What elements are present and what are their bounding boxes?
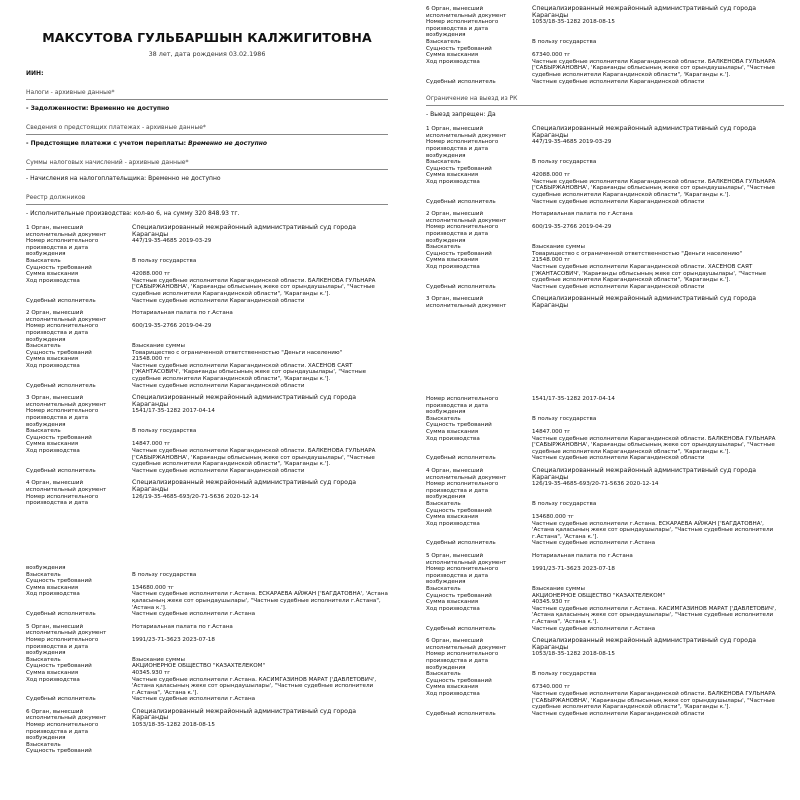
travel-note: - Выезд запрещен: Да	[426, 111, 496, 119]
record-row	[426, 251, 784, 258]
record-value: Частные судебные исполнители г.Астана	[532, 540, 656, 547]
record-label: Ход производства	[426, 520, 480, 527]
record-row	[26, 468, 388, 475]
record-label: 2 Орган, вынесший исполнительный документ	[426, 211, 507, 224]
record-row	[426, 396, 784, 416]
record-label: Сущность требований	[426, 677, 492, 684]
record-row	[26, 428, 388, 435]
record-row	[26, 663, 388, 670]
record-row	[26, 637, 388, 657]
record-row	[26, 395, 388, 408]
record-value	[132, 578, 388, 585]
record-row	[426, 468, 784, 481]
section-divider	[26, 204, 388, 205]
record-label: 6 Орган, вынесший исполнительный документ	[426, 6, 507, 19]
record-label: Судебный исполнитель	[426, 455, 496, 462]
section-divider	[26, 99, 388, 100]
record-value: 21548.000 тг	[132, 356, 171, 363]
record-value: Частные судебные исполнители г.Астана	[532, 625, 656, 632]
record-row	[26, 298, 388, 305]
record-label: Сущность требований	[26, 434, 92, 441]
record-value: 134680.000 тг	[532, 514, 574, 521]
record-label: Сущность требований	[26, 578, 92, 585]
enforcement-list	[426, 396, 784, 717]
record-label: Ход производства	[426, 435, 480, 442]
record-value: Специализированный межрайонный административный суд города Караганды	[532, 466, 757, 481]
debtors-section-title: Реестр должников	[26, 194, 86, 201]
record-value: 40345.930 тг	[132, 669, 171, 676]
record-value: В пользу государства	[132, 428, 197, 435]
record-value	[532, 46, 784, 53]
record-label: Ход производства	[26, 277, 80, 284]
report-page-4	[400, 382, 800, 800]
record-row	[426, 172, 784, 179]
record-row	[426, 296, 784, 309]
record-row	[26, 591, 388, 611]
record-label: возбуждения	[26, 565, 66, 571]
record-value: Специализированный межрайонный административный суд города Караганды	[132, 394, 357, 408]
record-value: Частные судебные исполнители Карагандинской области. БАЛКЕНОВА ГУЛЬНАРА ['САБЫРЖАНОВНА', 'Карағанды облысының жеке сот орындаушылары', "Частные судебные исполнители Карагандинской области", 'Караганды к.'].	[532, 435, 776, 455]
record-row	[26, 722, 388, 742]
record-label: Судебный исполнитель	[26, 467, 96, 474]
record-row	[26, 356, 388, 363]
record-label: Номер исполнительного производства и дата возбуждения	[426, 139, 499, 159]
record-row	[426, 599, 784, 606]
record-row	[426, 566, 784, 586]
enforcement-list	[26, 565, 388, 755]
record-value: Специализированный межрайонный административный суд города Караганды	[532, 637, 757, 651]
record-value: 1053/18-35-1282 2018-08-15	[532, 19, 615, 26]
record-value: 21548.000 тг	[532, 257, 571, 264]
record-value: Частные судебные исполнители г.Астана	[132, 696, 256, 703]
record-label: Судебный исполнитель	[426, 540, 496, 547]
record-label: Ход производства	[426, 264, 480, 270]
record-label: Номер исполнительного производства и дата возбуждения	[26, 323, 99, 343]
record-row	[26, 611, 388, 618]
record-row	[426, 179, 784, 199]
record-label: Ход производства	[26, 448, 80, 454]
record-label: Взыскатель	[426, 244, 461, 251]
record-value: В пользу государства	[532, 500, 597, 507]
section-divider	[26, 169, 388, 170]
record-row	[426, 6, 784, 19]
record-label: Взыскатель	[26, 343, 61, 350]
record-label: 5 Орган, вынесший исполнительный документ	[26, 623, 107, 637]
record-value: Частные судебные исполнители Карагандинской области	[532, 198, 705, 205]
record-row	[426, 593, 784, 600]
record-value: 447/19-35-4685 2019-03-29	[132, 238, 212, 245]
person-name: МАКСУТОВА ГУЛЬБАРШЫН КАЛЖИГИТОВНА	[42, 30, 372, 45]
record-label: Номер исполнительного производства и дата возбуждения	[26, 408, 99, 428]
record-row	[426, 481, 784, 501]
record-label: Взыскатель	[426, 586, 461, 593]
record-label: Судебный исполнитель	[426, 78, 496, 85]
record-label: Взыскатель	[26, 257, 61, 264]
record-value: Частные судебные исполнители Карагандинской области. ХАСЕНОВ САЯТ ['ЖАНТАСОВИЧ', 'Карағанды облысының жеке сот орындаушылары', "Частные судебные исполнители Карагандинской области", 'Караганды к.'].	[532, 264, 767, 284]
record-label: Ход производства	[426, 690, 480, 697]
record-value: В пользу государства	[132, 571, 197, 578]
record-value: Частные судебные исполнители г.Астана	[132, 611, 256, 618]
record-row	[26, 494, 388, 507]
record-row	[426, 586, 784, 593]
travel-section-title: Ограничение на выезд из РК	[426, 95, 518, 103]
record-value	[132, 435, 388, 442]
record-value: Частные судебные исполнители Карагандинской области. БАЛКЕНОВА ГУЛЬНАРА ['САБЫРЖАНОВНА', 'Карағанды облысының жеке сот орындаушылары', "Частные судебные исполнители Карагандинской области", 'Караганды к.'].	[532, 58, 776, 78]
record-label: Сущность требований	[26, 349, 92, 356]
record-value: 42088.000 тг	[532, 172, 571, 179]
record-value: Частные судебные исполнители Карагандинской области. БАЛКЕНОВА ГУЛЬНАРА ['САБЫРЖАНОВНА', 'Карағанды облысының жеке сот орындаушылары', "Частные судебные исполнители Карагандинской области", 'Караганды к.'].	[132, 448, 376, 468]
record-row	[426, 626, 784, 633]
record-row	[26, 408, 388, 428]
record-value: 14847.000 тг	[132, 441, 171, 448]
report-page-2	[0, 549, 400, 800]
record-row	[26, 350, 388, 357]
record-label: 5 Орган, вынесший исполнительный документ	[426, 553, 507, 566]
record-row	[426, 264, 784, 284]
record-value: В пользу государства	[532, 671, 597, 678]
record-value: 40345.930 тг	[532, 599, 571, 606]
record-value: Взыскание суммы	[132, 343, 185, 350]
record-row	[26, 441, 388, 448]
record-row	[426, 211, 784, 224]
section-divider	[26, 134, 388, 135]
record-label: 3 Орган, вынесший исполнительный документ	[26, 395, 107, 408]
record-row	[426, 19, 784, 39]
record-value: 1541/17-35-1282 2017-04-14	[132, 408, 215, 415]
record-value: АКЦИОНЕРНОЕ ОБЩЕСТВО "КАЗАХТЕЛЕКОМ"	[132, 663, 266, 670]
person-age-birthdate: 38 лет, дата рождения 03.02.1986	[148, 50, 266, 58]
record-label: Сумма взыскания	[426, 514, 479, 521]
record-value: Частные судебные исполнители г.Астана. ЕСКАРАЕВА АЙЖАН ['БАГДАТОВНА', 'Астана қаласының жеке сот орындаушылары', "Частные судебные исполнители г.Астана", 'Астана к.'].	[532, 520, 774, 540]
record-value: Специализированный межрайонный административный суд города Караганды	[132, 707, 357, 722]
record-row	[426, 678, 784, 685]
record-value: Частные судебные исполнители Карагандинской области. БАЛКЕНОВА ГУЛЬНАРА ['САБЫРЖАНОВНА', 'Карағанды облысының жеке сот орындаушылары', "Частные судебные исполнители Карагандинской области", 'Караганды к.'].	[132, 277, 376, 297]
record-label: Взыскатель	[26, 656, 61, 663]
record-label: Номер исполнительного производства и дата возбуждения	[26, 238, 99, 258]
record-value: В пользу государства	[532, 159, 597, 166]
record-row	[26, 238, 388, 258]
record-row	[426, 429, 784, 436]
record-value: 600/19-35-2766 2019-04-29	[132, 323, 212, 330]
record-row	[26, 343, 388, 350]
record-row	[426, 244, 784, 251]
record-label: Сумма взыскания	[26, 669, 79, 676]
record-label: Судебный исполнитель	[426, 710, 496, 717]
record-row	[426, 224, 784, 244]
record-value: Взыскание суммы	[132, 656, 185, 663]
record-label: Сущность требований	[26, 264, 92, 271]
record-value: Специализированный межрайонный административный суд города Караганды	[132, 224, 357, 238]
iin-label: ИИН:	[26, 70, 44, 77]
record-label: Ход производства	[426, 178, 480, 185]
record-row	[426, 684, 784, 691]
record-label: Ход производства	[26, 676, 80, 683]
record-row	[26, 448, 388, 468]
record-row	[26, 278, 388, 298]
record-label: Судебный исполнитель	[26, 382, 96, 389]
record-value: В пользу государства	[132, 257, 197, 264]
record-row	[26, 670, 388, 677]
record-value	[132, 742, 388, 749]
accruals-section-title: Суммы налоговых начислений - архивные данные*	[26, 159, 189, 166]
record-row	[426, 436, 784, 456]
record-value: Взыскание суммы	[532, 586, 585, 593]
record-row	[426, 521, 784, 541]
enforcement-list	[426, 6, 784, 85]
enforcement-list	[426, 126, 784, 309]
record-label: Номер исполнительного производства и дата возбуждения	[426, 224, 499, 244]
record-label: Взыскатель	[426, 38, 461, 45]
record-value: Частные судебные исполнители г.Астана. КАСИМГАЗИНОВ МАРАТ ['ДАВЛЕТОВИЧ', 'Астана қаласының жеке сот орындаушылары', "Частные судебные исполнители г.Астана", 'Астана к.'].	[132, 676, 377, 696]
record-value: 67340.000 тг	[532, 52, 571, 59]
record-row	[26, 748, 388, 755]
record-label: Сущность требований	[426, 422, 492, 429]
record-value: Частные судебные исполнители Карагандинской области. ХАСЕНОВ САЯТ ['ЖАНТАСОВИЧ', 'Карағанды облысының жеке сот орындаушылары', "Частные судебные исполнители Карагандинской области", 'Караганды к.'].	[132, 362, 367, 383]
record-value	[132, 265, 388, 272]
record-label: Судебный исполнитель	[26, 611, 96, 618]
record-row	[426, 139, 784, 159]
record-row	[26, 265, 388, 272]
record-label: 1 Орган, вынесший исполнительный документ	[26, 225, 107, 238]
record-row	[426, 79, 784, 86]
record-row	[26, 709, 388, 722]
record-value	[532, 508, 784, 515]
record-row	[426, 638, 784, 651]
record-row	[426, 671, 784, 678]
record-value: 1991/23-71-3623 2023-07-18	[532, 566, 615, 573]
record-label: Сумма взыскания	[426, 52, 479, 59]
prepay-section-title: Сведения о предстоящих платежах - архивные данные*	[26, 124, 206, 131]
record-row	[426, 711, 784, 718]
record-value: 42088.000 тг	[132, 271, 171, 278]
record-row	[426, 514, 784, 521]
record-label: Сумма взыскания	[26, 584, 79, 591]
record-value	[132, 565, 388, 572]
record-label: Ход производства	[426, 605, 480, 612]
record-value: 1541/17-35-1282 2017-04-14	[532, 396, 615, 402]
record-label: Взыскатель	[426, 159, 461, 166]
taxes-note: - Задолженности: Временно не доступно	[26, 105, 170, 112]
record-value: Частные судебные исполнители г.Астана. КАСИМГАЗИНОВ МАРАТ ['ДАВЛЕТОВИЧ', 'Астана қаласының жеке сот орындаушылары', "Частные судебные исполнители г.Астана", 'Астана к.'].	[532, 605, 777, 625]
record-row	[26, 565, 388, 572]
record-value: АКЦИОНЕРНОЕ ОБЩЕСТВО "КАЗАХТЕЛЕКОМ"	[532, 592, 666, 599]
record-row	[426, 52, 784, 59]
record-label: 4 Орган, вынесший исполнительный документ	[426, 467, 507, 481]
record-label: Судебный исполнитель	[26, 297, 96, 304]
record-label: Сущность требований	[26, 748, 92, 755]
record-value: Частные судебные исполнители Карагандинской области	[132, 297, 305, 304]
record-value: Специализированный межрайонный административный суд города Караганды	[532, 125, 757, 139]
record-label: Ход производства	[26, 591, 80, 598]
record-row	[426, 284, 784, 291]
record-row	[26, 225, 388, 238]
record-value: Частные судебные исполнители Карагандинской области. БАЛКЕНОВА ГУЛЬНАРА ['САБЫРЖАНОВНА', 'Карағанды облысының жеке сот орындаушылары', "Частные судебные исполнители Карагандинской области", 'Караганды к.'].	[532, 178, 776, 199]
record-value	[532, 422, 784, 429]
record-label: Сумма взыскания	[426, 599, 479, 606]
record-value: В пользу государства	[532, 38, 597, 45]
report-page-1	[0, 0, 400, 549]
record-value: Специализированный межрайонный административный суд города Караганды	[532, 295, 757, 309]
record-label: Сумма взыскания	[426, 257, 479, 264]
record-row	[426, 39, 784, 46]
section-divider	[426, 105, 784, 106]
record-row	[426, 455, 784, 462]
record-value: Частные судебные исполнители Карагандинской области	[132, 467, 305, 474]
record-label: Сущность требований	[426, 592, 492, 599]
record-value: Нотариальная палата по г.Астана	[132, 623, 233, 630]
record-row	[426, 501, 784, 508]
record-label: Сущность требований	[26, 663, 92, 670]
record-label: Сумма взыскания	[426, 684, 479, 691]
record-value: 1053/18-35-1282 2018-08-15	[532, 651, 615, 658]
record-value	[132, 748, 388, 755]
record-row	[26, 624, 388, 637]
record-label: Взыскатель	[26, 571, 61, 578]
record-label: Взыскатель	[426, 500, 461, 507]
record-label: Номер исполнительного производства и дата возбуждения	[426, 396, 499, 416]
record-label: Судебный исполнитель	[426, 625, 496, 632]
record-row	[426, 540, 784, 547]
record-row	[426, 166, 784, 173]
record-label: 1 Орган, вынесший исполнительный документ	[426, 126, 507, 139]
record-label: Номер исполнительного производства и дата возбуждения	[426, 651, 499, 671]
debtors-note: - Исполнительные производства: кол-во 6, на сумму 320 848.93 тг.	[26, 210, 240, 217]
record-row	[426, 199, 784, 206]
record-row	[426, 422, 784, 429]
record-label: Сумма взыскания	[26, 356, 79, 363]
accruals-note: - Начисления на налогоплательщика: Временно не доступно	[26, 175, 221, 182]
record-row	[26, 310, 388, 323]
record-value: Товарищество с ограниченной ответственностью "Деньги населению"	[532, 250, 743, 257]
record-label: Ход производства	[26, 362, 80, 369]
taxes-section-title: Налоги - архивные данные*	[26, 89, 115, 96]
record-value: Частные судебные исполнители Карагандинской области. БАЛКЕНОВА ГУЛЬНАРА ['САБЫРЖАНОВНА', 'Карағанды облысының жеке сот орындаушылары', "Частные судебные исполнители Карагандинской области", 'Караганды к.'].	[532, 690, 776, 711]
record-row	[26, 383, 388, 390]
record-value: Частные судебные исполнители Карагандинской области	[532, 710, 705, 717]
record-label: Номер исполнительного производства и дата возбуждения	[426, 481, 499, 501]
record-label: Сущность требований	[426, 507, 492, 514]
record-label: Сущность требований	[426, 45, 492, 52]
record-row	[26, 677, 388, 697]
record-row	[426, 691, 784, 711]
record-value: 1053/18-35-1282 2018-08-15	[132, 722, 215, 729]
record-value: Частные судебные исполнители Карагандинской области	[532, 455, 705, 462]
record-row	[426, 59, 784, 79]
record-row	[26, 323, 388, 343]
record-label: Сумма взыскания	[426, 428, 479, 435]
record-label: Ход производства	[426, 58, 480, 65]
record-row	[426, 606, 784, 626]
record-value: 134680.000 тг	[132, 584, 174, 591]
record-value: Нотариальная палата по г.Астана	[532, 211, 633, 218]
record-label: Взыскатель	[26, 428, 61, 435]
record-label: Сущность требований	[426, 165, 492, 172]
record-row	[426, 126, 784, 139]
record-value: Нотариальная палата по г.Астана	[132, 310, 233, 317]
record-row	[26, 435, 388, 442]
record-value: Взыскание суммы	[532, 244, 585, 251]
record-row	[26, 480, 388, 493]
record-row	[26, 271, 388, 278]
record-value: Частные судебные исполнители Карагандинской области	[532, 283, 705, 290]
record-row	[426, 257, 784, 264]
record-value: В пользу государства	[532, 415, 597, 422]
record-label: 4 Орган, вынесший исполнительный документ	[26, 480, 107, 493]
record-label: Взыскатель	[426, 671, 461, 678]
record-label: Номер исполнительного производства и дата возбуждения	[426, 19, 499, 39]
report-page-3	[400, 0, 800, 382]
record-row	[26, 578, 388, 585]
record-value	[532, 678, 784, 685]
record-value: Специализированный межрайонный административный суд города Караганды	[532, 5, 757, 19]
record-label: Судебный исполнитель	[26, 696, 96, 703]
record-value: 126/19-35-4685-693/20-71-5636 2020-12-14	[532, 481, 659, 488]
prepay-note: - Предстоящие платежи с учетом переплаты: Временно не доступно	[26, 140, 267, 147]
record-label: Судебный исполнитель	[426, 283, 496, 290]
record-label: Сумма взыскания	[26, 441, 79, 448]
record-label: Номер исполнительного производства и дата возбуждения	[26, 636, 99, 657]
record-label: 2 Орган, вынесший исполнительный документ	[26, 310, 107, 323]
record-value: 447/19-35-4685 2019-03-29	[532, 139, 612, 146]
record-value: 14847.000 тг	[532, 428, 571, 435]
record-label: Номер исполнительного производства и дата возбуждения	[26, 722, 99, 742]
record-value: Частные судебные исполнители Карагандинской области	[132, 382, 305, 389]
record-row	[426, 159, 784, 166]
record-label: Сумма взыскания	[426, 172, 479, 179]
record-row	[426, 553, 784, 566]
record-label: Сумма взыскания	[26, 271, 79, 278]
record-row	[26, 696, 388, 703]
record-label: Номер исполнительного производства и дата возбуждения	[426, 566, 499, 586]
record-label: Сущность требований	[426, 250, 492, 257]
record-row	[26, 363, 388, 383]
record-value	[532, 166, 784, 173]
record-value: 600/19-35-2766 2019-04-29	[532, 224, 612, 231]
record-value: 126/19-35-4685-693/20-71-5636 2020-12-14	[132, 493, 259, 500]
record-value: Частные судебные исполнители Карагандинской области	[532, 78, 705, 85]
record-row	[426, 651, 784, 671]
record-label: 3 Орган, вынесший исполнительный документ	[426, 296, 507, 309]
record-value: 67340.000 тг	[532, 684, 571, 691]
record-row	[426, 46, 784, 53]
record-label: Судебный исполнитель	[426, 198, 496, 205]
record-value: 1991/23-71-3623 2023-07-18	[132, 636, 215, 643]
record-label: Номер исполнительного производства и дата	[26, 493, 99, 507]
record-value: Нотариальная палата по г.Астана	[532, 553, 633, 560]
record-value: Специализированный межрайонный административный суд города Караганды	[132, 479, 357, 493]
record-row	[426, 508, 784, 515]
record-label: 6 Орган, вынесший исполнительный документ	[26, 708, 107, 722]
record-value: Товарищество с ограниченной ответственностью "Деньги населению"	[132, 349, 343, 356]
record-label: Взыскатель	[426, 415, 461, 422]
record-row	[26, 258, 388, 265]
record-label: 6 Орган, вынесший исполнительный документ	[426, 638, 507, 651]
record-label: Взыскатель	[26, 741, 61, 748]
enforcement-list	[26, 225, 388, 507]
record-value: Частные судебные исполнители г.Астана. ЕСКАРАЕВА АЙЖАН ['БАГДАТОВНА', 'Астана қаласының жеке сот орындаушылары', "Частные судебные исполнители г.Астана", 'Астана к.'].	[132, 591, 388, 611]
